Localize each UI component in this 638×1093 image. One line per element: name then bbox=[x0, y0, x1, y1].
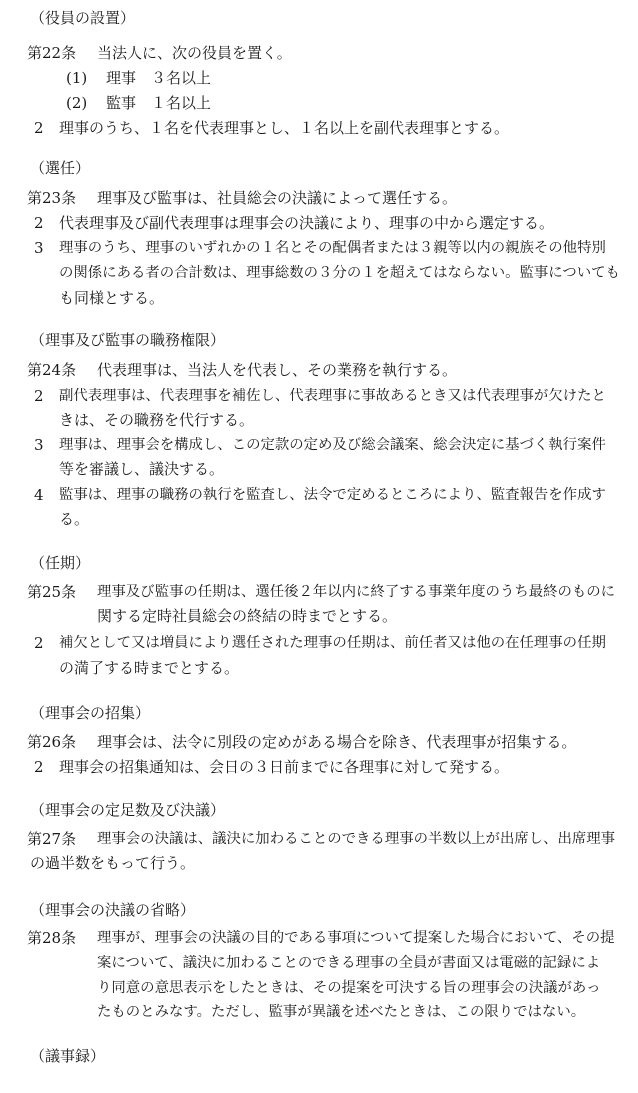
article-25-paragraph-2-line-2: の満了する時までとする。 bbox=[59, 659, 240, 677]
article-27-number: 第27条 bbox=[27, 830, 77, 848]
section-heading-convocation: （理事会の招集） bbox=[30, 704, 151, 722]
article-24-number: 第24条 bbox=[27, 361, 77, 379]
article-28-line-3: り同意の意思表示をしたときは、その提案を可決する旨の理事会の決議があっ bbox=[97, 980, 601, 996]
article-26-text: 理事会は、法令に別段の定めがある場合を除き、代表理事が招集する。 bbox=[97, 733, 577, 751]
section-heading-minutes: （議事録） bbox=[30, 1047, 106, 1065]
article-22-number: 第22条 bbox=[27, 44, 77, 62]
article-24-paragraph-4-line-1: 監事は、理事の職務の執行を監査し、法令で定めるところにより、監査報告を作成す bbox=[59, 487, 606, 503]
article-24-paragraph-3-number: 3 bbox=[34, 436, 44, 454]
article-24-paragraph-3-line-1: 理事は、理事会を構成し、この定款の定め及び総会議案、総会決定に基づく執行案件 bbox=[59, 437, 606, 453]
article-25-number: 第25条 bbox=[27, 583, 77, 601]
article-22-text: 当法人に、次の役員を置く。 bbox=[97, 44, 292, 62]
article-26-paragraph-2-number: 2 bbox=[34, 758, 44, 776]
article-23-paragraph-3-line-1: 理事のうち、理事のいずれかの１名とその配偶者または３親等以内の親族その他特別 bbox=[59, 240, 606, 256]
section-heading-term: （任期） bbox=[30, 554, 91, 572]
article-23-paragraph-2-text: 代表理事及び副代表理事は理事会の決議により、理事の中から選定する。 bbox=[59, 214, 555, 232]
article-24-text: 代表理事は、当法人を代表し、その業務を執行する。 bbox=[97, 361, 458, 379]
section-heading-officers: （役員の設置） bbox=[30, 9, 136, 27]
article-27-line-2: の過半数をもって行う。 bbox=[30, 854, 196, 872]
article-22-item-2-number: (2) bbox=[66, 94, 88, 112]
section-heading-omission: （理事会の決議の省略） bbox=[30, 901, 196, 919]
article-23-paragraph-3-number: 3 bbox=[34, 239, 44, 257]
article-24-paragraph-3-line-2: 等を審議し、議決する。 bbox=[59, 460, 225, 478]
article-27-line-1: 理事会の決議は、議決に加わることのできる理事の半数以上が出席し、出席理事 bbox=[97, 831, 616, 847]
article-23-text: 理事及び監事は、社員総会の決議によって選任する。 bbox=[97, 189, 458, 207]
article-25-paragraph-2-line-1: 補欠として又は増員により選任された理事の任期は、前任者又は他の在任理事の任期 bbox=[59, 635, 606, 651]
article-28-number: 第28条 bbox=[27, 929, 77, 947]
article-28-line-2: 案について、議決に加わることのできる理事の全員が書面又は電磁的記録によ bbox=[97, 955, 601, 971]
section-heading-duties: （理事及び監事の職務権限） bbox=[30, 331, 226, 349]
section-heading-quorum: （理事会の定足数及び決議） bbox=[30, 801, 226, 819]
article-22-item-2-text: 監事 １名以上 bbox=[106, 94, 212, 112]
article-26-number: 第26条 bbox=[27, 733, 77, 751]
article-23-paragraph-3-line-3: も同様とする。 bbox=[59, 289, 165, 307]
article-26-paragraph-2-text: 理事会の招集通知は、会日の３日前までに各理事に対して発する。 bbox=[59, 758, 510, 776]
article-24-paragraph-2-line-2: きは、その職務を代行する。 bbox=[59, 411, 255, 429]
article-22-paragraph-2-number: 2 bbox=[34, 119, 44, 137]
article-24-paragraph-4-number: 4 bbox=[34, 486, 44, 504]
article-23-number: 第23条 bbox=[27, 189, 77, 207]
article-25-paragraph-2-number: 2 bbox=[34, 634, 44, 652]
article-23-paragraph-3-line-2: の関係にある者の合計数は、理事総数の３分の１を超えてはならない。監事についても bbox=[59, 265, 620, 281]
article-25-line-2: 関する定時社員総会の終結の時までとする。 bbox=[97, 607, 398, 625]
article-24-paragraph-4-line-2: る。 bbox=[59, 510, 90, 528]
article-24-paragraph-2-line-1: 副代表理事は、代表理事を補佐し、代表理事に事故あるとき又は代表理事が欠けたと bbox=[59, 388, 606, 404]
article-22-item-1-number: (1) bbox=[66, 69, 88, 87]
article-22-item-1-text: 理事 ３名以上 bbox=[106, 69, 212, 87]
article-22-paragraph-2-text: 理事のうち、１名を代表理事とし、１名以上を副代表理事とする。 bbox=[59, 119, 510, 137]
article-28-line-1: 理事が、理事会の決議の目的である事項について提案した場合において、その提 bbox=[97, 930, 615, 946]
section-heading-election: （選任） bbox=[30, 159, 91, 177]
article-23-paragraph-2-number: 2 bbox=[34, 214, 44, 232]
article-28-line-4: たものとみなす。ただし、監事が異議を述べたときは、この限りではない。 bbox=[97, 1004, 586, 1020]
article-24-paragraph-2-number: 2 bbox=[34, 387, 44, 405]
article-25-line-1: 理事及び監事の任期は、選任後２年以内に終了する事業年度のうち最終のものに bbox=[97, 584, 616, 600]
